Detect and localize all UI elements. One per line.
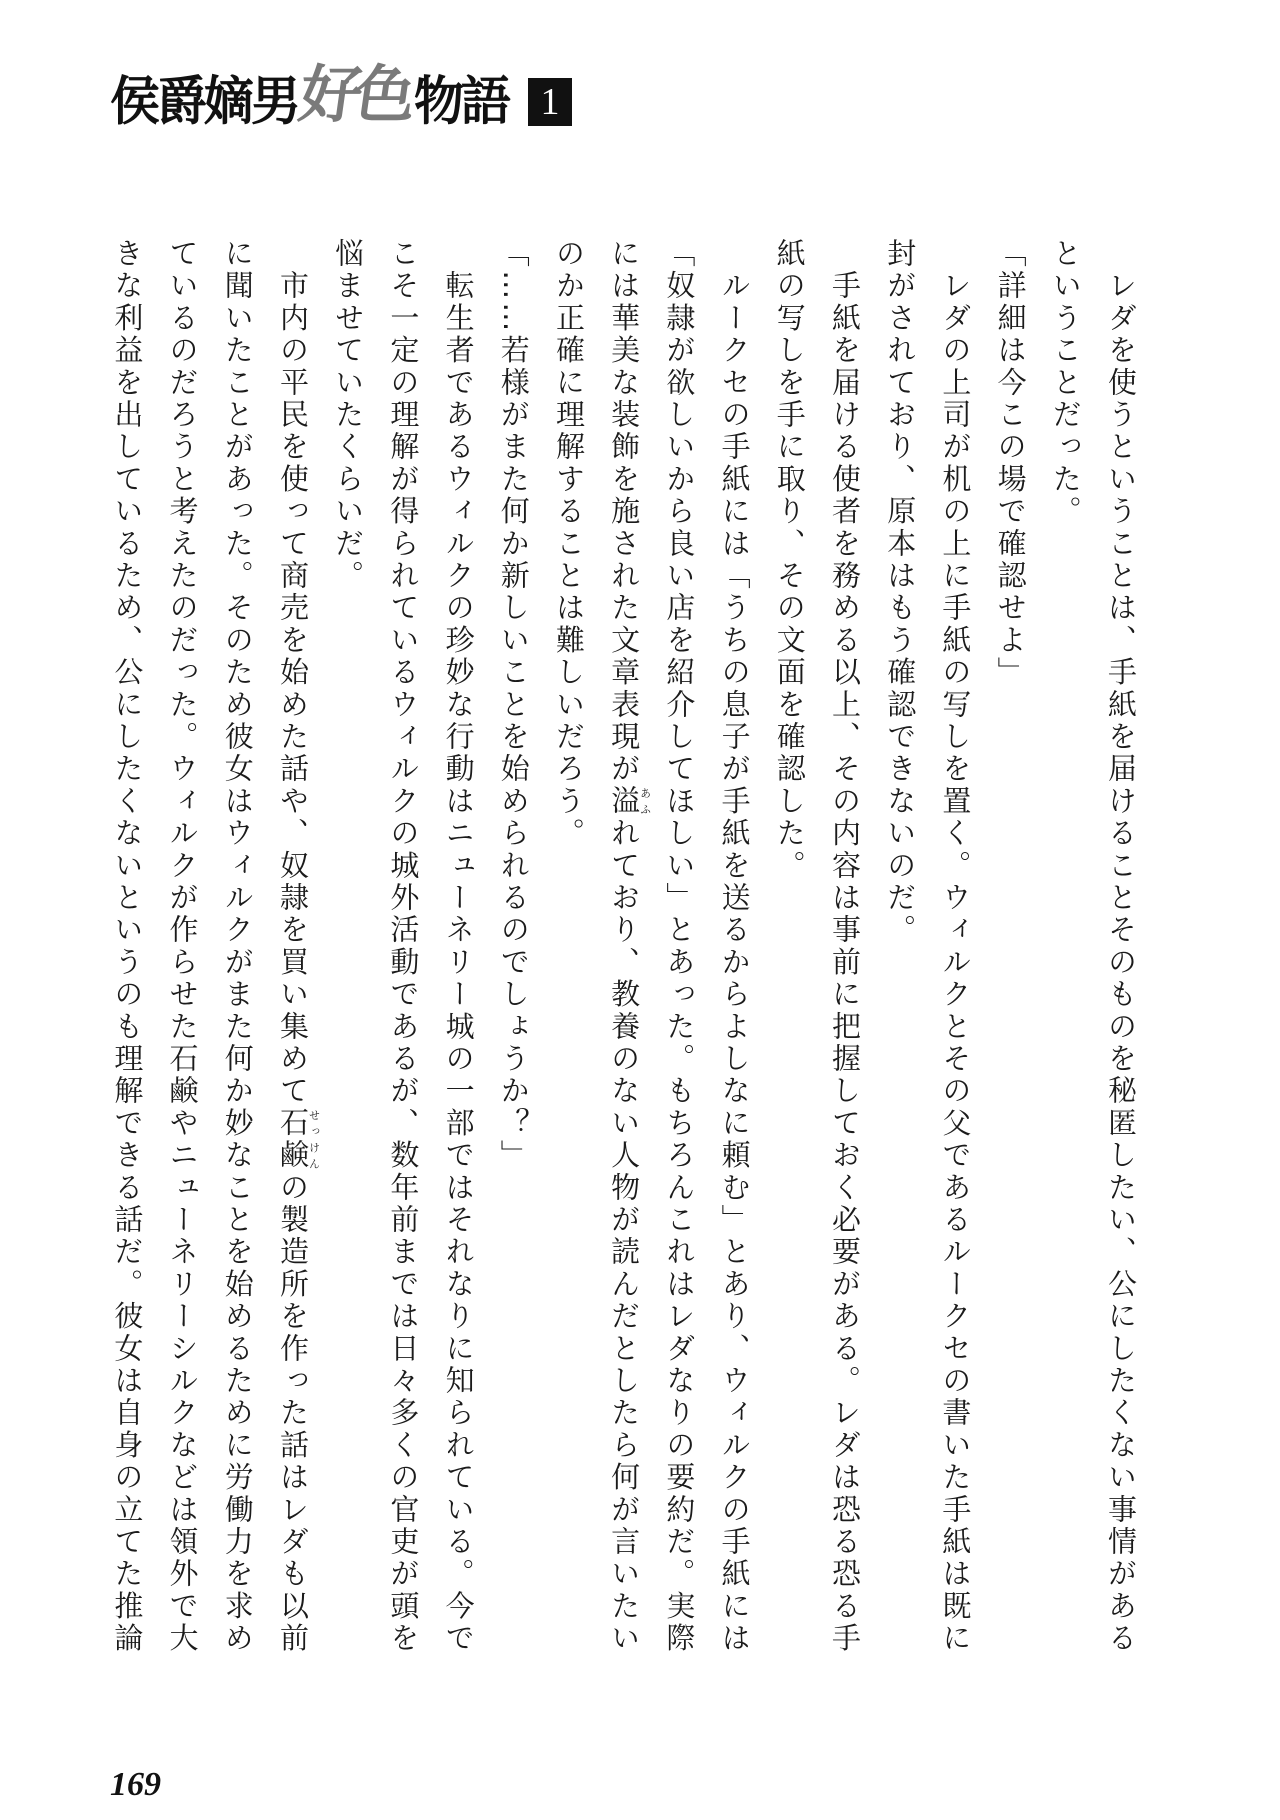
text-segment: には華美な装飾を施された文章表現が: [607, 238, 642, 786]
text-column: 転生者であるウィルクの珍妙な行動はニューネリー城の一部ではそれなりに知られている。今で: [441, 238, 476, 1655]
text-column: 手紙を届ける使者を務める以上、その内容は事前に把握しておく必要がある。レダは恐る恐る手: [827, 238, 862, 1655]
ruby-word: [607, 785, 652, 818]
text-column: 紙の写しを手に取り、その文面を確認した。: [772, 238, 807, 882]
vertical-body-text: [98, 238, 1148, 1660]
ruby-reading: せっけん: [307, 1107, 321, 1172]
text-column: ているのだろうと考えたのだった。ウィルクが作らせた石鹸やニューネリーシルクなどは領外で大: [165, 238, 200, 1655]
text-column: [596, 238, 651, 1660]
text-column: 悩ませていたくらいだ。: [331, 238, 366, 593]
text-column: レダの上司が机の上に手紙の写しを置く。ウィルクとその父であるルークセの書いた手紙は既に: [938, 238, 973, 1655]
volume-badge: 1: [528, 78, 572, 126]
page-number: 169: [110, 1766, 161, 1803]
text-segment: の製造所を作った話はレダも以前: [275, 1171, 310, 1655]
text-column: こそ一定の理解が得られているウィルクの城外活動であるが、数年前までは日々多くの官吏が頭を: [386, 238, 421, 1655]
text-segment: れており、教養のない人物が読んだとしたら何が言いたい: [607, 817, 642, 1655]
text-column: ルークセの手紙には「うちの息子が手紙を送るからよしなに頼む」とあり、ウィルクの手紙には: [717, 238, 752, 1655]
ruby-reading: あふ: [638, 785, 652, 818]
text-column: 「奴隷が欲しいから良い店を紹介してほしい」とあった。もちろんこれはレダなりの要約だ。実際: [662, 238, 697, 1655]
book-title-part2: 好色: [294, 58, 414, 131]
text-segment: 市内の平民を使って商売を始めた話や、奴隷を買い集めて: [275, 238, 310, 1108]
text-column: きな利益を出しているため、公にしたくないというのも理解できる話だ。彼女は自身の立てた推論: [110, 238, 145, 1655]
text-column: 封がされており、原本はもう確認できないのだ。: [883, 238, 918, 947]
running-header: [110, 52, 572, 132]
text-column: [265, 238, 320, 1660]
text-column: 「詳細は今この場で確認せよ」: [993, 238, 1028, 689]
ruby-word: [275, 1107, 321, 1172]
ruby-base: 石鹸: [275, 1107, 310, 1172]
text-column: ということだった。: [1048, 238, 1083, 528]
text-column: のか正確に理解することは難しいだろう。: [551, 238, 586, 850]
text-column: に聞いたことがあった。そのため彼女はウィルクがまた何か妙なことを始めるために労働力を求め: [220, 238, 255, 1655]
text-column: 「……若様がまた何か新しいことを始められるのでしょうか？」: [496, 238, 531, 1172]
book-title-part1: 侯爵嫡男: [110, 69, 298, 132]
text-column: レダを使うということは、手紙を届けることそのものを秘匿したい、公にしたくない事情がある: [1104, 238, 1138, 1655]
ruby-base: 溢: [607, 785, 642, 818]
book-title-part3: 物語: [414, 69, 509, 132]
